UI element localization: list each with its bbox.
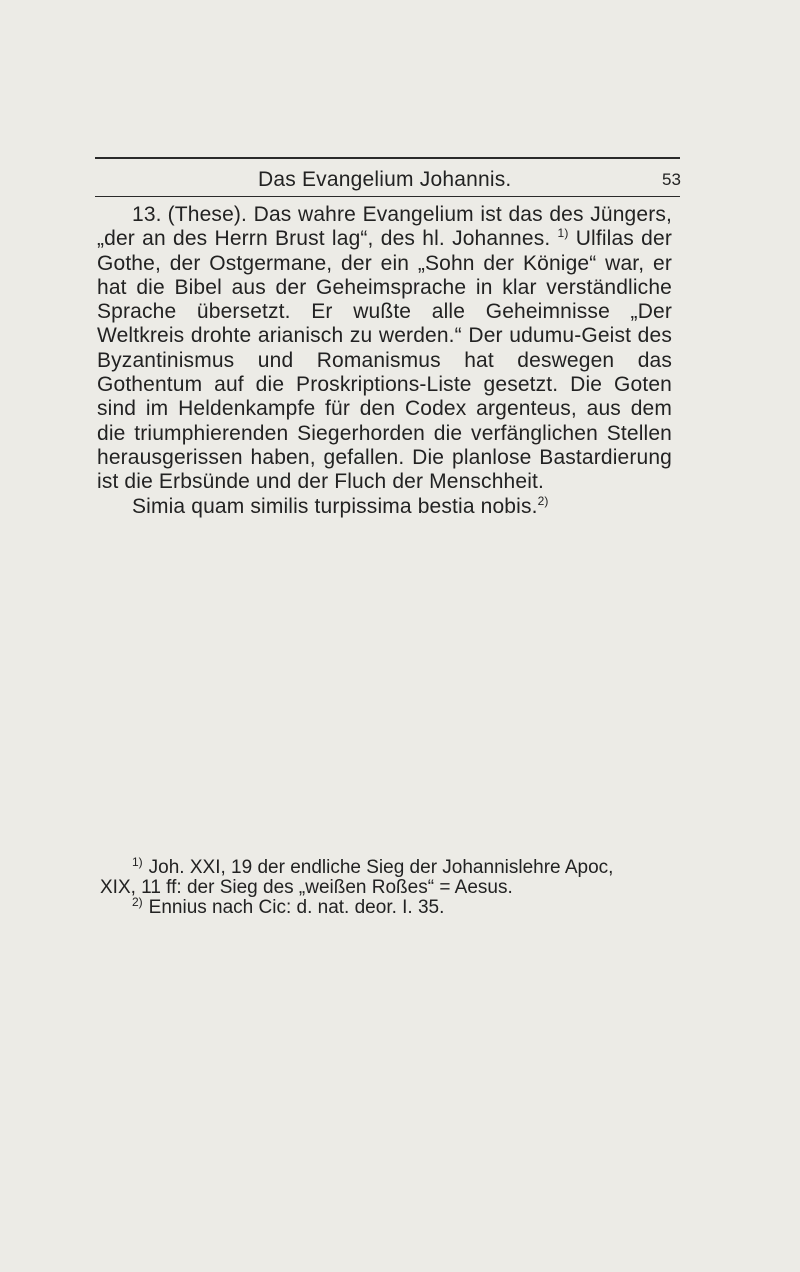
footnote-1-text: Joh. XXI, 19 der endliche Sieg der Johannislehre Apoc, [148,857,614,878]
header-top-rule [95,157,680,159]
footnote-ref-1[interactable]: 1) [557,226,569,241]
footnotes [100,854,710,918]
header-bottom-rule [95,196,680,197]
footnote-2 [100,894,710,918]
latin-quote: Simia quam similis turpissima bestia nobis. [132,494,538,518]
paragraph-these [97,203,672,495]
section-number: 13. [132,203,162,226]
paragraph-text-part1: (These). Das wahre Evangelium ist das des Jüngers, „der an des Herrn Brust lag“, des hl. Johannes. [97,203,672,251]
footnote-2-text: Ennius nach Cic: d. nat. deor. I. 35. [148,897,445,918]
main-text [97,203,672,519]
paragraph-text-part2: Ulfilas der Gothe, der Ostgermane, der ein „Sohn der Könige“ war, er hat die Bibel aus der Geheimsprache in klar verständliche Sprache übersetzt. Er wußte alle Geheimnisse „Der Weltkreis drohte arianisch zu werden.“ Der udumu-Geist des Byzantinismus und Romanismus hat deswegen das Gothentum auf die Proskriptions-Liste gesetzt. Die Goten sind im Heldenkampfe für den Codex argenteus, aus dem die triumphierenden Siegerhorden die verfänglichen Stellen herausgerissen haben, gefallen. Die planlose Bastardierung ist die Erbsünde und der Fluch der Menschheit. [97,227,672,494]
paragraph-simia [97,495,672,519]
page-number: 53 [662,170,681,189]
footnote-1-line-2: XIX, 11 ff: der Sieg des „weißen Roßes“ = Aesus. [100,877,513,898]
footnote-1-marker: 1) [132,854,143,869]
footnote-2-marker: 2) [132,894,143,909]
footnote-1-line-1 [100,854,710,878]
running-header-title: Das Evangelium Johannis. [258,168,512,191]
footnote-ref-2[interactable]: 2) [537,493,549,508]
